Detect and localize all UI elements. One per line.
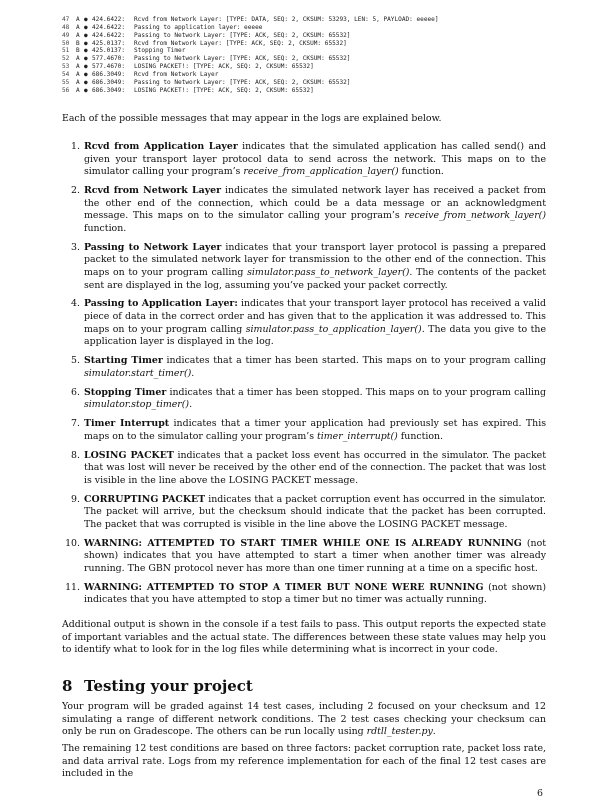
list-item [62,494,546,532]
item-number: 7. [71,418,80,430]
item-text: indicates that your transport layer protocol has received a valid piece of data in the correct order and has given that to the application it was addressed to. This maps on to your program calling [84,298,547,335]
log-message: LOSING PACKET!: [TYPE: ACK, SEQ: 2, CKSUM: 65532] [134,63,314,71]
item-term: Timer Interrupt [84,418,170,430]
list-item [62,242,546,292]
log-line-number: 54 [62,70,70,78]
log-message: Passing to Network Layer: [TYPE: ACK, SEQ: 2, CKSUM: 65532] [134,55,351,63]
item-text: (not shown) indicates that you have attempted to start a timer when another timer was already running. The GBN protocol never has more than one timer running at a time on a specific host. [84,537,546,574]
list-item [62,185,546,235]
item-text: indicates that a timer your application had previously set has expired. This maps on to the simulator calling your program’s [84,418,547,442]
list-item [62,141,546,179]
item-number: 8. [71,449,80,461]
item-text-end: . The data you give to the application layer is displayed in the log. [84,323,546,348]
log-message: Passing to application layer: eeeee [134,23,263,31]
item-term: LOSING PACKET [84,449,174,461]
log-timestamp: 577.4670: [92,63,126,71]
list-item [62,450,546,488]
log-line-number: 52 [62,55,70,63]
item-term: CORRUPTING PACKET [84,493,206,505]
item-function: simulator.pass_to_network_layer() [247,266,410,278]
log-message: Passing to Network Layer: [TYPE: ACK, SEQ: 2, CKSUM: 65532] [134,31,351,39]
log-message: Rcvd from Network Layer: [TYPE: ACK, SEQ: 2, CKSUM: 65532] [134,39,347,47]
item-number: 5. [71,355,80,367]
item-term: Starting Timer [84,355,163,367]
item-text: indicates the simulated network layer has received a packet from the other end of the connection, which could be a data message or an acknowledgment message. This maps on to the simulator calling your program’s [84,185,546,222]
log-line [62,79,562,87]
section-title: Testing your project [84,677,253,695]
item-function: simulator.stop_timer() [84,399,190,411]
log-line-number: 49 [62,31,70,39]
testing-text: Your program will be graded against 14 test cases, including 2 focused on your checksum and 12 simulating a range of different network conditions. The 2 test cases checking your checksum can only be run on Gradescope. The others can be run locally using [62,701,546,738]
log-host: A [76,86,80,94]
item-term: WARNING: ATTEMPTED TO START TIMER WHILE ONE IS ALREADY RUNNING [84,537,522,549]
item-number: 4. [71,298,80,310]
tester-filename: rdtll_tester.py [366,726,433,738]
log-marker: ● [84,55,88,63]
testing-paragraph-1 [62,701,546,739]
log-timestamp: 425.0137: [92,39,126,47]
log-line-number: 56 [62,86,70,94]
log-line-number: 50 [62,39,70,47]
log-message: Passing to Network Layer: [TYPE: ACK, SEQ: 2, CKSUM: 65532] [134,78,351,86]
item-text-end: function. [397,430,444,442]
log-line [62,40,562,48]
log-line-number: 48 [62,23,70,31]
log-marker: ● [84,70,88,78]
item-text: indicates that a timer has been stopped. This maps on to your program calling [166,386,546,398]
log-timestamp: 424.6422: [92,31,126,39]
log-host: B [76,39,80,47]
list-item [62,582,546,607]
log-timestamp: 424.6422: [92,23,126,31]
log-host: A [76,55,80,63]
log-line-number: 47 [62,16,70,23]
item-function: simulator.pass_to_application_layer() [245,323,422,335]
item-term: Rcvd from Application Layer [84,141,238,152]
item-number: 2. [71,185,80,197]
log-line-number: 55 [62,78,70,86]
log-line [62,63,562,71]
item-text-end: . The contents of the packet sent are displayed in the log, assuming you’ve packed your packet correctly. [84,266,546,291]
item-number: 3. [71,241,80,253]
log-message: LOSING PACKET!: [TYPE: ACK, SEQ: 2, CKSUM: 65532] [134,86,314,94]
list-item [62,538,546,576]
item-text-end: function. [398,166,444,178]
item-term: Passing to Network Layer [84,241,222,253]
log-message: Stopping Timer [134,47,186,55]
item-number: 11. [65,581,80,593]
log-message: Rcvd from Network Layer: [TYPE: DATA, SEQ: 2, CKSUM: 53293, LEN: 5, PAYLOAD: eeeee] [134,16,439,23]
item-function: receive_from_network_layer() [404,210,546,222]
additional-output-paragraph: Additional output is shown in the console if a test fails to pass. This output reports the expected state of important variables and the actual state. The differences between these state values may help you to identify what to look for in the log files while determining what is incorrect in your code. [62,619,546,656]
log-host: B [76,47,80,55]
log-line [62,32,562,40]
log-host: A [76,63,80,71]
message-list [62,141,546,613]
item-text: indicates that a packet corruption event has occurred in the simulator. The packet will arrive, but the checksum should indicate that the packet has been corrupted. The packet that was corrupted is visible in the line above the LOSING PACKET message. [84,493,546,530]
item-number: 10. [65,537,80,549]
item-term: WARNING: ATTEMPTED TO STOP A TIMER BUT NONE WERE RUNNING [84,581,484,593]
log-timestamp: 686.3049: [92,86,126,94]
log-line [62,16,562,24]
log-host: A [76,78,80,86]
item-function: receive_from_application_layer() [243,166,399,178]
item-text: (not shown) indicates that you have attempted to stop a timer but no timer was actually running. [84,581,547,606]
log-line [62,71,562,79]
log-line [62,24,562,32]
log-marker: ● [84,78,88,86]
log-marker: ● [84,23,88,31]
item-function: simulator.start_timer() [84,367,192,379]
item-text-end: . [191,367,195,379]
testing-text-end: . [432,726,436,738]
item-text-end: . [189,399,193,411]
page-number: 6 [537,788,543,799]
log-host: A [76,31,80,39]
log-marker: ● [84,63,88,71]
item-number: 6. [71,386,80,398]
list-item [62,298,546,348]
list-item [62,355,546,380]
item-function: timer_interrupt() [317,430,398,442]
log-line-number: 51 [62,47,70,55]
log-line [62,47,562,55]
log-line [62,55,562,63]
item-text: indicates that a packet loss event has occurred in the simulator. The packet that was lost will never be received by the other end of the connection. The packet that was lost is visible in the line above the LOSING PACKET message. [84,449,546,486]
log-marker: ● [84,16,88,23]
item-number: 1. [71,141,80,152]
log-host: A [76,70,80,78]
item-text: indicates that a timer has been started. This maps on to your program calling [162,355,546,367]
log-marker: ● [84,31,88,39]
log-marker: ● [84,86,88,94]
item-text: indicates that your transport layer protocol is passing a prepared packet to the simulated network layer for transmission to the other end of the connection. This maps on to your program calling [84,241,546,278]
log-timestamp: 686.3049: [92,70,126,78]
section-number: 8 [62,677,73,695]
list-item [62,418,546,443]
item-text: indicates that the simulated application has called send() and given your transport layer protocol data to send across the network. This maps on to the simulator calling your program’s [84,141,546,178]
item-term: Rcvd from Network Layer [84,185,222,197]
log-message: Rcvd from Network Layer [134,70,219,78]
section-heading [62,677,253,695]
log-line [62,87,562,95]
log-host: A [76,16,80,23]
item-term: Stopping Timer [84,386,167,398]
list-item [62,387,546,412]
item-term: Passing to Application Layer: [84,298,238,310]
log-marker: ● [84,47,88,55]
log-host: A [76,23,80,31]
log-timestamp: 577.4670: [92,55,126,63]
log-timestamp: 425.0137: [92,47,126,55]
testing-paragraph-2: The remaining 12 test conditions are based on three factors: packet corruption rate, packet loss rate, and data arrival rate. Logs from my reference implementation for each of the final 12 test cases are included in the [62,743,546,780]
log-marker: ● [84,39,88,47]
intro-paragraph: Each of the possible messages that may appear in the logs are explained below. [62,113,442,124]
log-line-number: 53 [62,63,70,71]
log-timestamp: 686.3049: [92,78,126,86]
log-excerpt [62,16,562,94]
log-timestamp: 424.6422: [92,16,126,23]
item-text-end: function. [84,222,127,234]
item-number: 9. [71,493,80,505]
